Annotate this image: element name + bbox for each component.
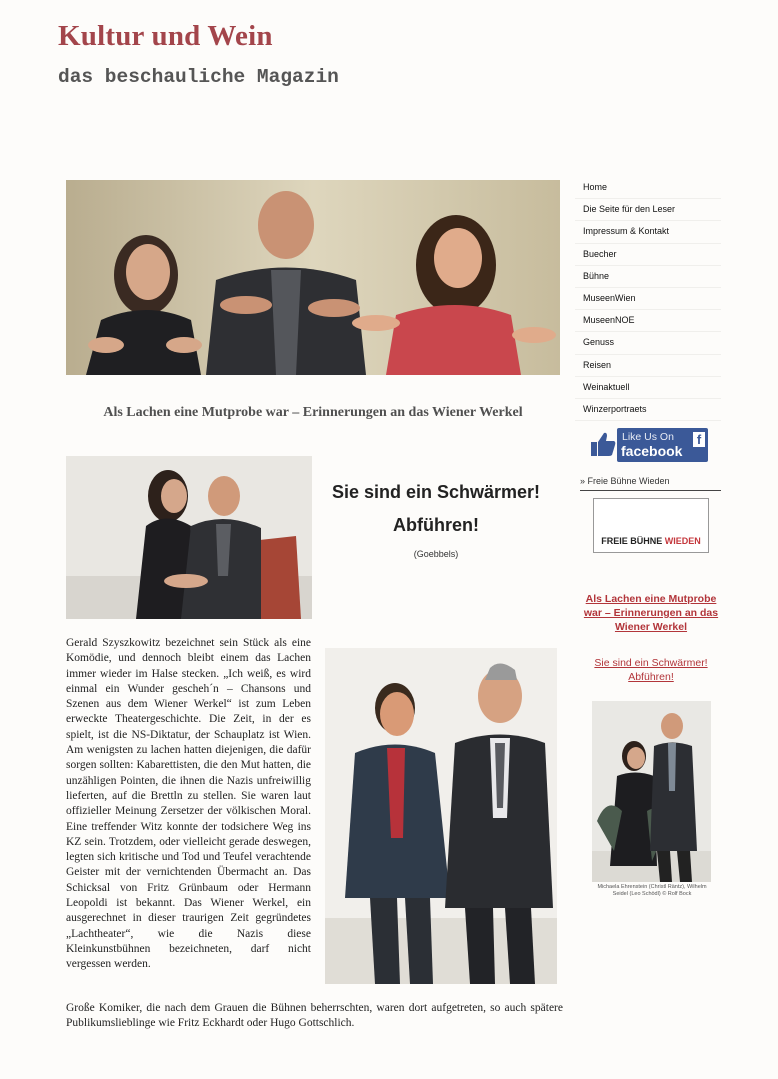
nav-item-winzerportraets[interactable]: Winzerportraets: [575, 399, 721, 421]
scene-photo-two-men: [325, 648, 557, 984]
facebook-like-text: Like Us On: [622, 431, 674, 443]
quote-line-2: Abführen!: [393, 515, 479, 535]
facebook-brand: facebook: [621, 443, 683, 459]
sidebar-photo: [592, 701, 711, 882]
nav-item-museen-wien[interactable]: MuseenWien: [575, 288, 721, 310]
hero-photo: [66, 180, 560, 375]
sidebar-quote-link[interactable]: Sie sind ein Schwärmer! Abführen!: [594, 657, 708, 683]
nav-item-buecher[interactable]: Buecher: [575, 244, 721, 266]
sidebar-link-header[interactable]: » Freie Bühne Wieden: [580, 476, 721, 491]
nav-item-impressum[interactable]: Impressum & Kontakt: [575, 221, 721, 243]
thumbs-up-icon[interactable]: [590, 430, 616, 458]
sidebar-photo-caption: Michaela Ehrenstein (Christl Räntz), Wilhelm Seidel (Leo Schödl) © Rolf Bock: [597, 884, 707, 897]
nav-item-home[interactable]: Home: [575, 177, 721, 199]
freie-buehne-wieden-logo[interactable]: [593, 498, 709, 553]
nav-item-weinaktuell[interactable]: Weinaktuell: [575, 377, 721, 399]
freie-buehne-wieden-logo-text: FREIE BÜHNE WIEDEN: [601, 536, 701, 546]
facebook-f-icon: f: [693, 432, 705, 447]
nav-item-genuss[interactable]: Genuss: [575, 332, 721, 354]
article-heading: Als Lachen eine Mutprobe war – Erinnerungen an das Wiener Werkel: [103, 405, 523, 420]
article-body: Gerald Szyszkowitz bezeichnet sein Stück als eine Komödie, und dennoch bleibt einem das Lachen immer wieder im Halse stecken. „Ich weiß, es wird einmal ein Wunder gescheh´n – Chansons und Szenen aus dem Wiener Werkel“ ist zum Leben erweckte Theatergeschichte. Die Zeit, in der es spielt, ist die NS-Diktatur, der Schauplatz ist Wien. Am wenigsten zu lachen hatten diejenigen, die dafür sorgen sollten: Kabarettisten, die den Mut hatten, die unzähligen Pointen, die ihnen die Nazis unfreiwillig lieferten, auf die Brettln zu stellen. Sie waren laut offizieller Meinung Zersetzer der völkischen Moral. Eine treffender Witz konnte der todsichere Weg ins KZ sein. Trotzdem, oder vielleicht gerade deswegen, legten sich kritische und Tod und Teufel verachtende Geister mit der vernichtenden Übermacht an. Das Schicksal von Fritz Grünbaum oder Hermann Leopoldi ist bekannt. Das Wiener Werkel, ein ausgerechnet in dieser traurigen Zeit gegründetes „Lachtheater“, wie die Nazis diese Kleinkunstbühnen bezeichneten, darf nicht vergessen werden.: [66, 637, 311, 971]
nav-item-reisen[interactable]: Reisen: [575, 355, 721, 377]
nav-item-museen-noe[interactable]: MuseenNOE: [575, 310, 721, 332]
quote-line-1: Sie sind ein Schwärmer!: [331, 482, 541, 502]
nav-item-buehne[interactable]: Bühne: [575, 266, 721, 288]
facebook-like-button[interactable]: [617, 428, 708, 462]
quote-source: (Goebbels): [413, 549, 459, 559]
article-body-tail: Große Komiker, die nach dem Grauen die Bühnen beherrschten, waren dort aufgetreten, so auch spätere Publikumslieblinge wie Fritz Eckhardt oder Hugo Gottschlich.: [66, 1002, 563, 1030]
scene-photo-couple: [66, 456, 312, 619]
nav-item-leser[interactable]: Die Seite für den Leser: [575, 199, 721, 221]
sidebar-nav: [575, 177, 721, 421]
site-title[interactable]: Kultur und Wein: [58, 20, 273, 52]
site-subtitle: das beschauliche Magazin: [58, 66, 339, 88]
sidebar-article-link[interactable]: Als Lachen eine Mutprobe war – Erinnerungen an das Wiener Werkel: [583, 593, 719, 633]
